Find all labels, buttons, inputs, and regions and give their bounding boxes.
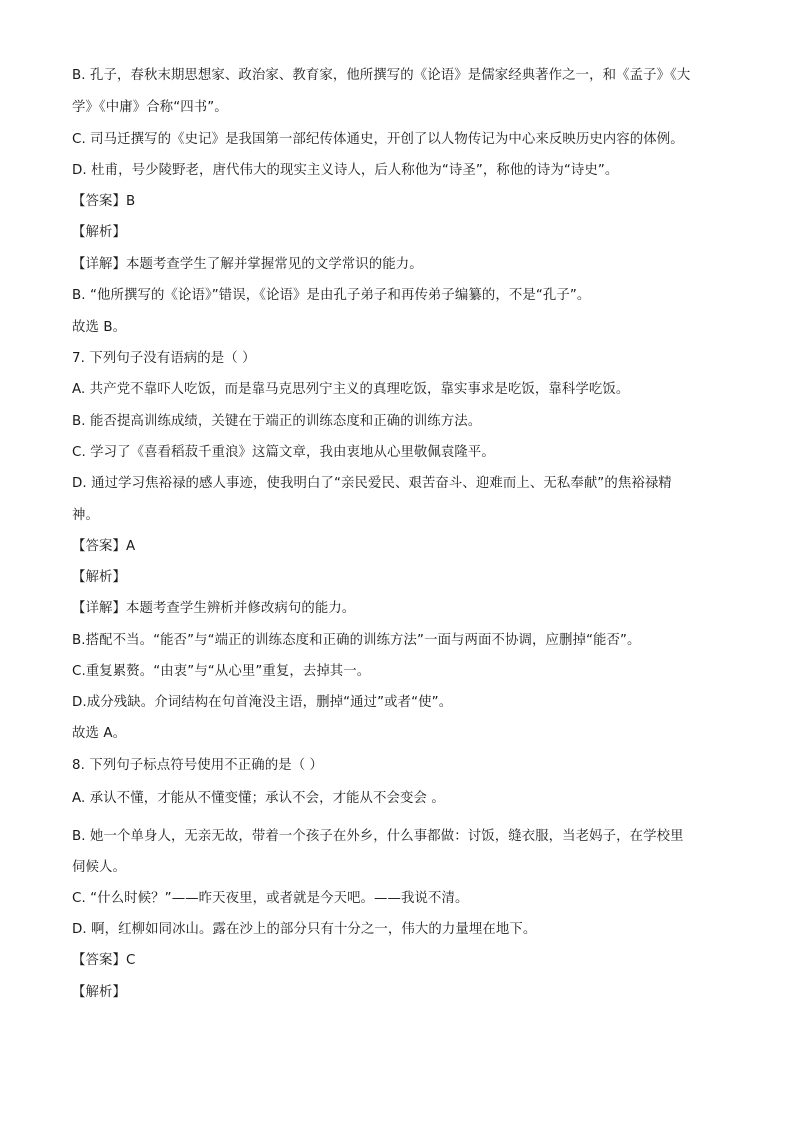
q7-option-a: A. 共产党不靠吓人吃饭，而是靠马克思列宁主义的真理吃饭，靠实事求是吃饭，靠科学吃饭。 [72, 382, 630, 397]
q8-analysis-label: 【解析】 [72, 985, 126, 1000]
q8-answer-label: 【答案】C [72, 953, 136, 968]
question-8-title: 8. 下列句子标点符号使用不正确的是（ ） [72, 758, 324, 773]
answer-label: 【答案】B [72, 194, 136, 209]
q7-detail-explanation: 【详解】本题考查学生辨析并修改病句的能力。 [72, 601, 356, 616]
q8-option-d: D. 啊，红柳如同冰山。露在沙上的部分只有十分之一，伟大的力量埋在地下。 [72, 922, 537, 937]
q7-option-d-line-2: 神。 [72, 508, 99, 523]
explanation-line: B. “他所撰写的《论语》”错误，《论语》是由孔子弟子和再传弟子编纂的，不是“孔子”。 [72, 288, 591, 303]
q7-answer-label: 【答案】A [72, 539, 136, 554]
q7-option-c: C. 学习了《喜看稻菽千重浪》这篇文章，我由衷地从心里敬佩袁隆平。 [72, 445, 495, 460]
q7-explanation-d: D.成分残缺。介词结构在句首淹没主语，删掉“通过”或者“使”。 [72, 695, 453, 710]
analysis-label: 【解析】 [72, 225, 126, 240]
q8-option-b-line-1: B. 她一个单身人，无亲无故，带着一个孩子在外乡，什么事都做：讨饭，缝衣服，当老妈子，在学校里 [72, 829, 684, 844]
q8-option-a: A. 承认不懂，才能从不懂变懂；承认不会，才能从不会变会 。 [72, 791, 445, 806]
detail-explanation: 【详解】本题考查学生了解并掌握常见的文学常识的能力。 [72, 257, 423, 272]
q7-explanation-b: B.搭配不当。“能否”与“端正的训练态度和正确的训练方法”一面与两面不协调，应删掉“能否”。 [72, 633, 641, 648]
question-7-title: 7. 下列句子没有语病的是（ ） [72, 351, 256, 366]
q7-option-d-line-1: D. 通过学习焦裕禄的感人事迹，使我明白了“亲民爱民、艰苦奋斗、迎难而上、无私奉献”的焦裕禄精 [72, 476, 672, 491]
q7-explanation-c: C.重复累赘。“由衷”与“从心里”重复，去掉其一。 [72, 664, 371, 679]
option-b-line-1: B. 孔子，春秋末期思想家、政治家、教育家，他所撰写的《论语》是儒家经典著作之一，和《孟子》《大 [72, 68, 691, 83]
option-d: D. 杜甫，号少陵野老，唐代伟大的现实主义诗人，后人称他为“诗圣”，称他的诗为“诗史”。 [72, 163, 619, 178]
q8-option-c: C. “什么时候？”——昨天夜里，或者就是今天吧。——我说不清。 [72, 891, 469, 906]
conclusion: 故选 B。 [72, 320, 127, 335]
q7-option-b: B. 能否提高训练成绩，关键在于端正的训练态度和正确的训练方法。 [72, 414, 482, 429]
q7-analysis-label: 【解析】 [72, 570, 126, 585]
option-b-line-2: 学》《中庸》合称“四书”。 [72, 100, 228, 115]
q8-option-b-line-2: 伺候人。 [72, 860, 126, 875]
q7-conclusion: 故选 A。 [72, 726, 127, 741]
option-c: C. 司马迁撰写的《史记》是我国第一部纪传体通史，开创了以人物传记为中心来反映历史内容的体例。 [72, 132, 684, 147]
